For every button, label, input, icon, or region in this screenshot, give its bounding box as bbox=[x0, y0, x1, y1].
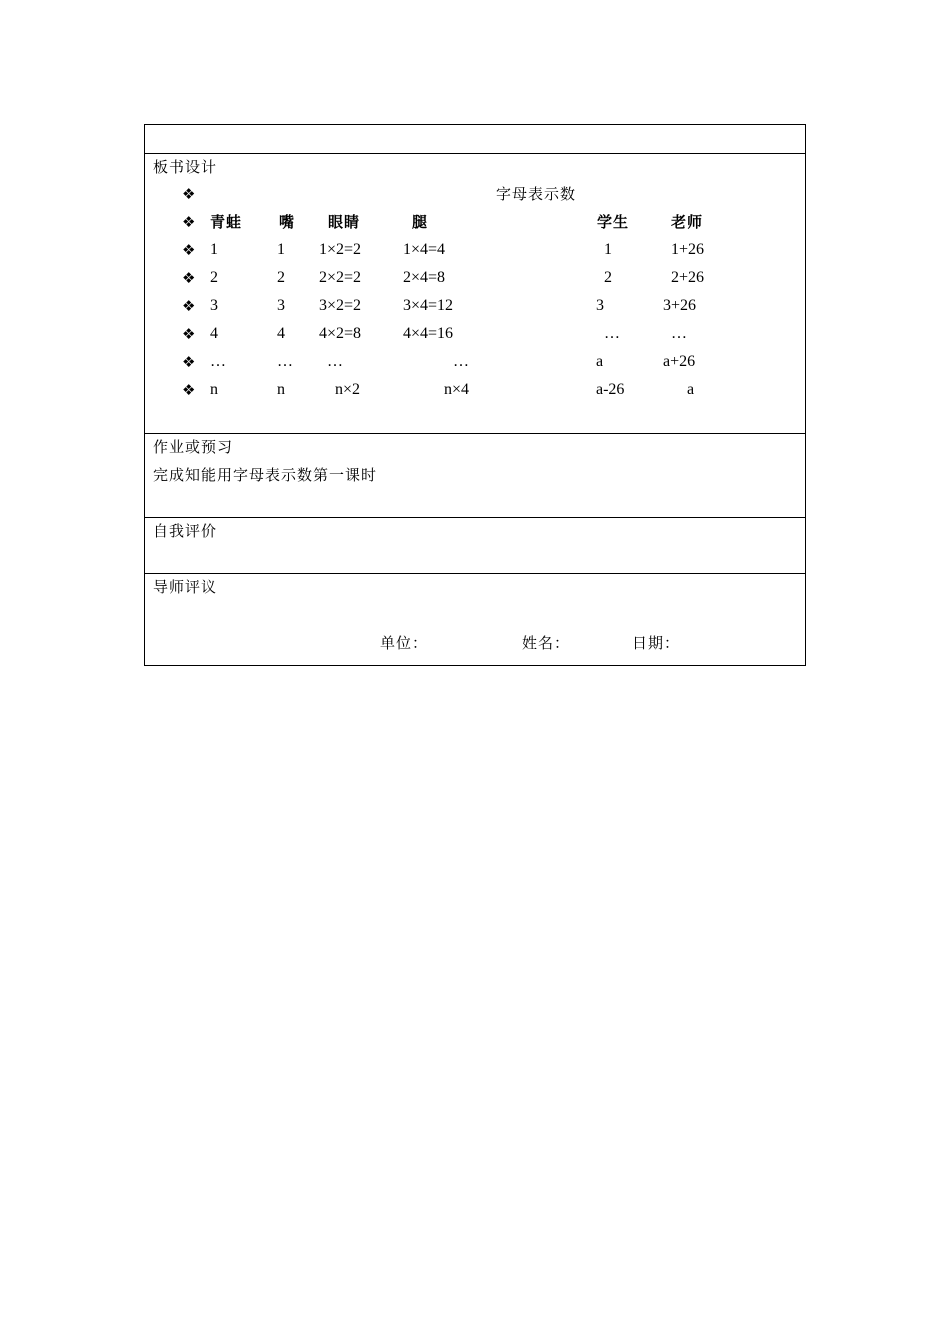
cell-frog: 3 bbox=[210, 297, 218, 314]
cell-student: 3 bbox=[596, 297, 604, 314]
cell-student: a-26 bbox=[596, 381, 625, 398]
cell-eyes: n×2 bbox=[335, 381, 361, 398]
cell-legs: n×4 bbox=[444, 381, 470, 398]
header-mouth: 嘴 bbox=[279, 213, 296, 231]
cell-legs: 3×4=12 bbox=[403, 297, 454, 314]
cell-mouth: 4 bbox=[277, 325, 285, 342]
bullet-icon: ❖ bbox=[182, 269, 196, 287]
cell-teacher: a bbox=[687, 381, 695, 398]
unit-label: 单位： bbox=[380, 634, 429, 652]
bullet-icon: ❖ bbox=[182, 381, 196, 399]
cell-frog: 1 bbox=[210, 241, 218, 258]
cell-mouth: 3 bbox=[277, 297, 285, 314]
header-legs: 腿 bbox=[412, 213, 429, 231]
bullet-icon: ❖ bbox=[182, 297, 196, 315]
cell-frog: 2 bbox=[210, 269, 218, 286]
mentor-review-label: 导师评议 bbox=[153, 578, 218, 596]
cell-mouth: … bbox=[277, 353, 293, 370]
cell-teacher: 3+26 bbox=[663, 297, 697, 314]
cell-teacher: a+26 bbox=[663, 353, 696, 370]
board-design-label: 板书设计 bbox=[153, 158, 218, 176]
cell-eyes: 3×2=2 bbox=[319, 297, 362, 314]
bullet-icon: ❖ bbox=[182, 353, 196, 371]
header-student: 学生 bbox=[597, 213, 630, 231]
cell-teacher: 2+26 bbox=[671, 269, 705, 286]
cell-mouth: n bbox=[277, 381, 285, 398]
cell-eyes: … bbox=[327, 353, 343, 370]
bullet-icon: ❖ bbox=[182, 185, 196, 203]
cell-frog: … bbox=[210, 353, 226, 370]
cell-teacher: 1+26 bbox=[671, 241, 705, 258]
homework-label: 作业或预习 bbox=[153, 438, 234, 456]
cell-student: a bbox=[596, 353, 604, 370]
self-evaluation-label: 自我评价 bbox=[153, 522, 218, 540]
cell-legs: 4×4=16 bbox=[403, 325, 454, 342]
cell-teacher: … bbox=[671, 325, 687, 342]
bullet-icon: ❖ bbox=[182, 213, 196, 231]
cell-mouth: 2 bbox=[277, 269, 285, 286]
lesson-table bbox=[144, 124, 806, 666]
header-teacher: 老师 bbox=[671, 213, 704, 231]
cell-student: 2 bbox=[604, 269, 612, 286]
cell-eyes: 4×2=8 bbox=[319, 325, 362, 342]
homework-content: 完成知能用字母表示数第一课时 bbox=[153, 466, 378, 484]
cell-eyes: 1×2=2 bbox=[319, 241, 362, 258]
header-frog: 青蛙 bbox=[210, 213, 243, 231]
header-eyes: 眼睛 bbox=[328, 213, 361, 231]
divider bbox=[145, 433, 805, 434]
cell-frog: 4 bbox=[210, 325, 218, 342]
divider bbox=[145, 573, 805, 574]
cell-legs: 1×4=4 bbox=[403, 241, 446, 258]
date-label: 日期： bbox=[632, 634, 681, 652]
bullet-icon: ❖ bbox=[182, 325, 196, 343]
bullet-icon: ❖ bbox=[182, 241, 196, 259]
cell-student: … bbox=[604, 325, 620, 342]
cell-eyes: 2×2=2 bbox=[319, 269, 362, 286]
cell-legs: … bbox=[453, 353, 469, 370]
board-title: 字母表示数 bbox=[496, 185, 577, 203]
divider bbox=[145, 517, 805, 518]
divider bbox=[145, 153, 805, 154]
cell-frog: n bbox=[210, 381, 218, 398]
name-label: 姓名： bbox=[522, 634, 571, 652]
cell-legs: 2×4=8 bbox=[403, 269, 446, 286]
cell-student: 1 bbox=[604, 241, 612, 258]
cell-mouth: 1 bbox=[277, 241, 285, 258]
